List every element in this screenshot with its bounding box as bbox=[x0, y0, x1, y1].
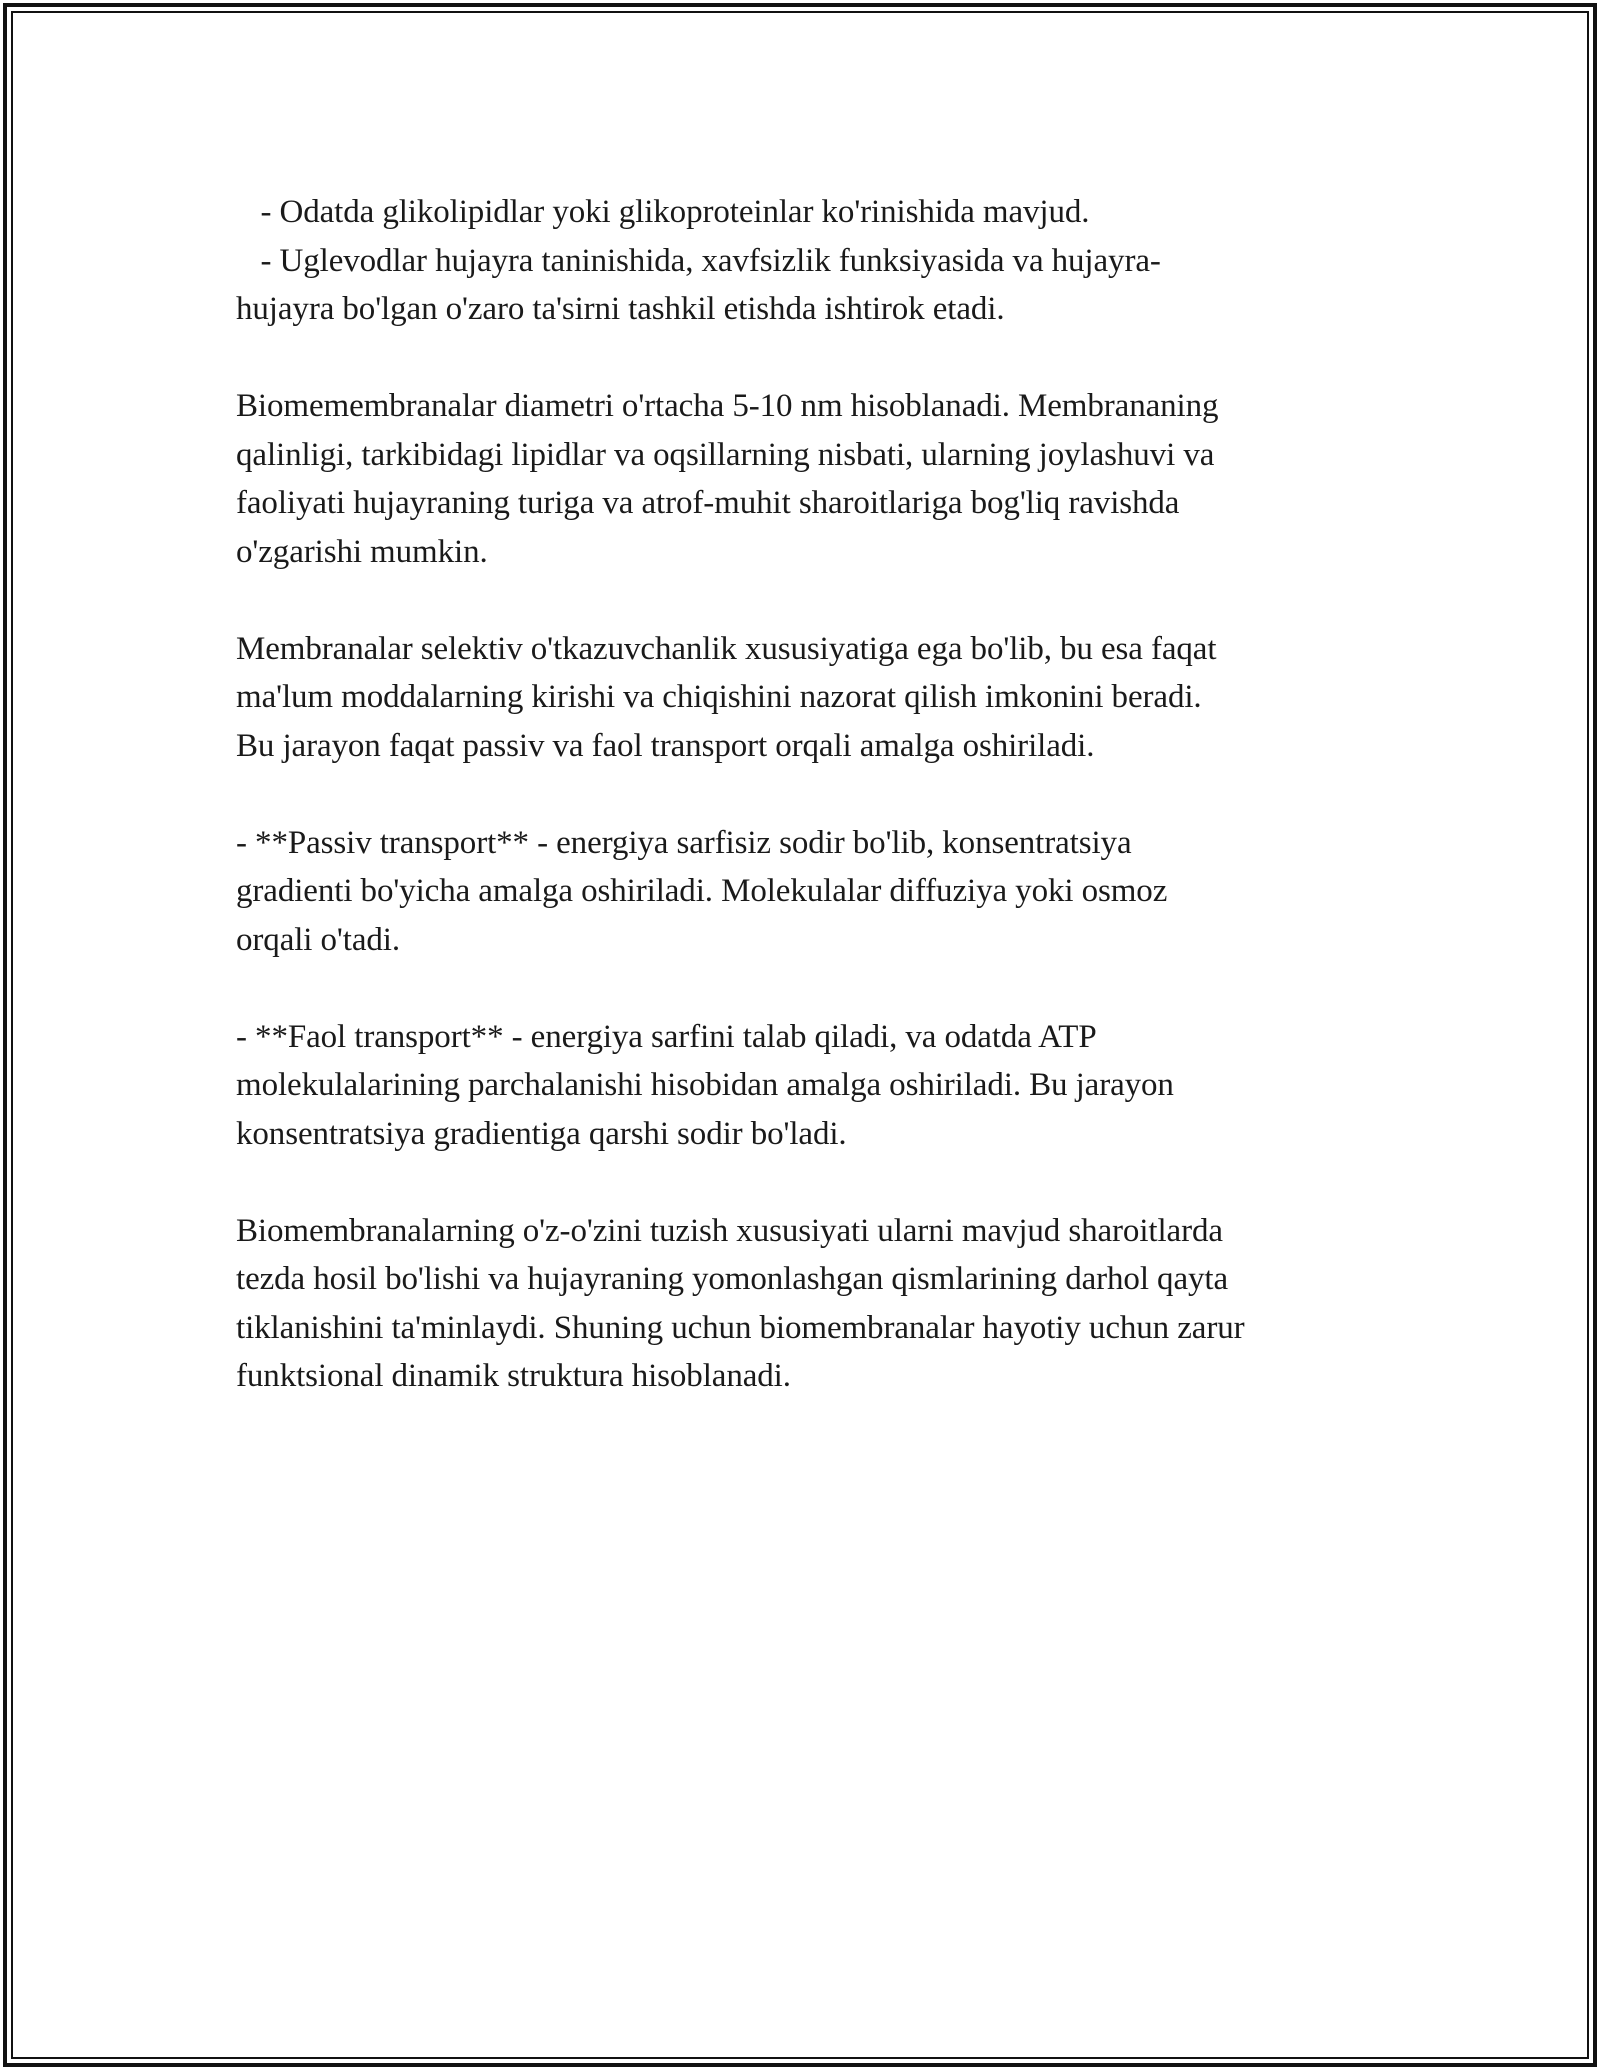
text-line: Biomemembranalar diametri o'rtacha 5-10 nm hisoblanadi. Membrananing bbox=[236, 388, 1219, 424]
text-line: tezda hosil bo'lishi va hujayraning yomonlashgan qismlarining darhol qayta bbox=[236, 1261, 1229, 1297]
document-body bbox=[236, 188, 1386, 1449]
text-line: - **Faol transport** - energiya sarfini talab qiladi, va odatda ATP bbox=[236, 1018, 1097, 1055]
paragraph-selective-permeability bbox=[236, 625, 1386, 771]
text-line: - Odatda glikolipidlar yoki glikoproteinlar ko'rinishida mavjud. bbox=[236, 194, 1090, 230]
text-line: funktsional dinamik struktura hisoblanadi. bbox=[236, 1358, 791, 1394]
text-line: konsentratsiya gradientiga qarshi sodir bo'ladi. bbox=[236, 1115, 847, 1152]
text-line: hujayra bo'lgan o'zaro ta'sirni tashkil etishda ishtirok etadi. bbox=[236, 291, 1005, 327]
text-line: o'zgarishi mumkin. bbox=[236, 533, 488, 570]
text-line: orqali o'tadi. bbox=[236, 921, 401, 958]
paragraph-carbohydrate-bullets bbox=[236, 188, 1386, 334]
text-line: - **Passiv transport** - energiya sarfisiz sodir bo'lib, konsentratsiya bbox=[236, 824, 1132, 861]
text-line: ma'lum moddalarning kirishi va chiqishini nazorat qilish imkonini beradi. bbox=[236, 679, 1202, 715]
text-line: Membranalar selektiv o'tkazuvchanlik xususiyatiga ega bo'lib, bu esa faqat bbox=[236, 630, 1217, 667]
text-line: faoliyati hujayraning turiga va atrof-muhit sharoitlariga bog'liq ravishda bbox=[236, 485, 1180, 521]
paragraph-passive-transport bbox=[236, 819, 1386, 965]
paragraph-active-transport bbox=[236, 1013, 1386, 1159]
text-line: Bu jarayon faqat passiv va faol transport orqali amalga oshiriladi. bbox=[236, 727, 1095, 764]
text-line: qalinligi, tarkibidagi lipidlar va oqsillarning nisbati, ularning joylashuvi va bbox=[236, 436, 1215, 473]
text-line: - Uglevodlar hujayra taninishida, xavfsizlik funksiyasida va hujayra- bbox=[236, 242, 1161, 279]
text-line: Biomembranalarning o'z-o'zini tuzish xususiyati ularni mavjud sharoitlarda bbox=[236, 1212, 1223, 1249]
text-line: molekulalarining parchalanishi hisobidan amalga oshiriladi. Bu jarayon bbox=[236, 1067, 1174, 1103]
text-line: gradienti bo'yicha amalga oshiriladi. Molekulalar diffuziya yoki osmoz bbox=[236, 873, 1168, 909]
text-line: tiklanishini ta'minlaydi. Shuning uchun biomembranalar hayotiy uchun zarur bbox=[236, 1309, 1245, 1346]
paragraph-membrane-thickness bbox=[236, 382, 1386, 576]
paragraph-self-assembly bbox=[236, 1207, 1386, 1401]
